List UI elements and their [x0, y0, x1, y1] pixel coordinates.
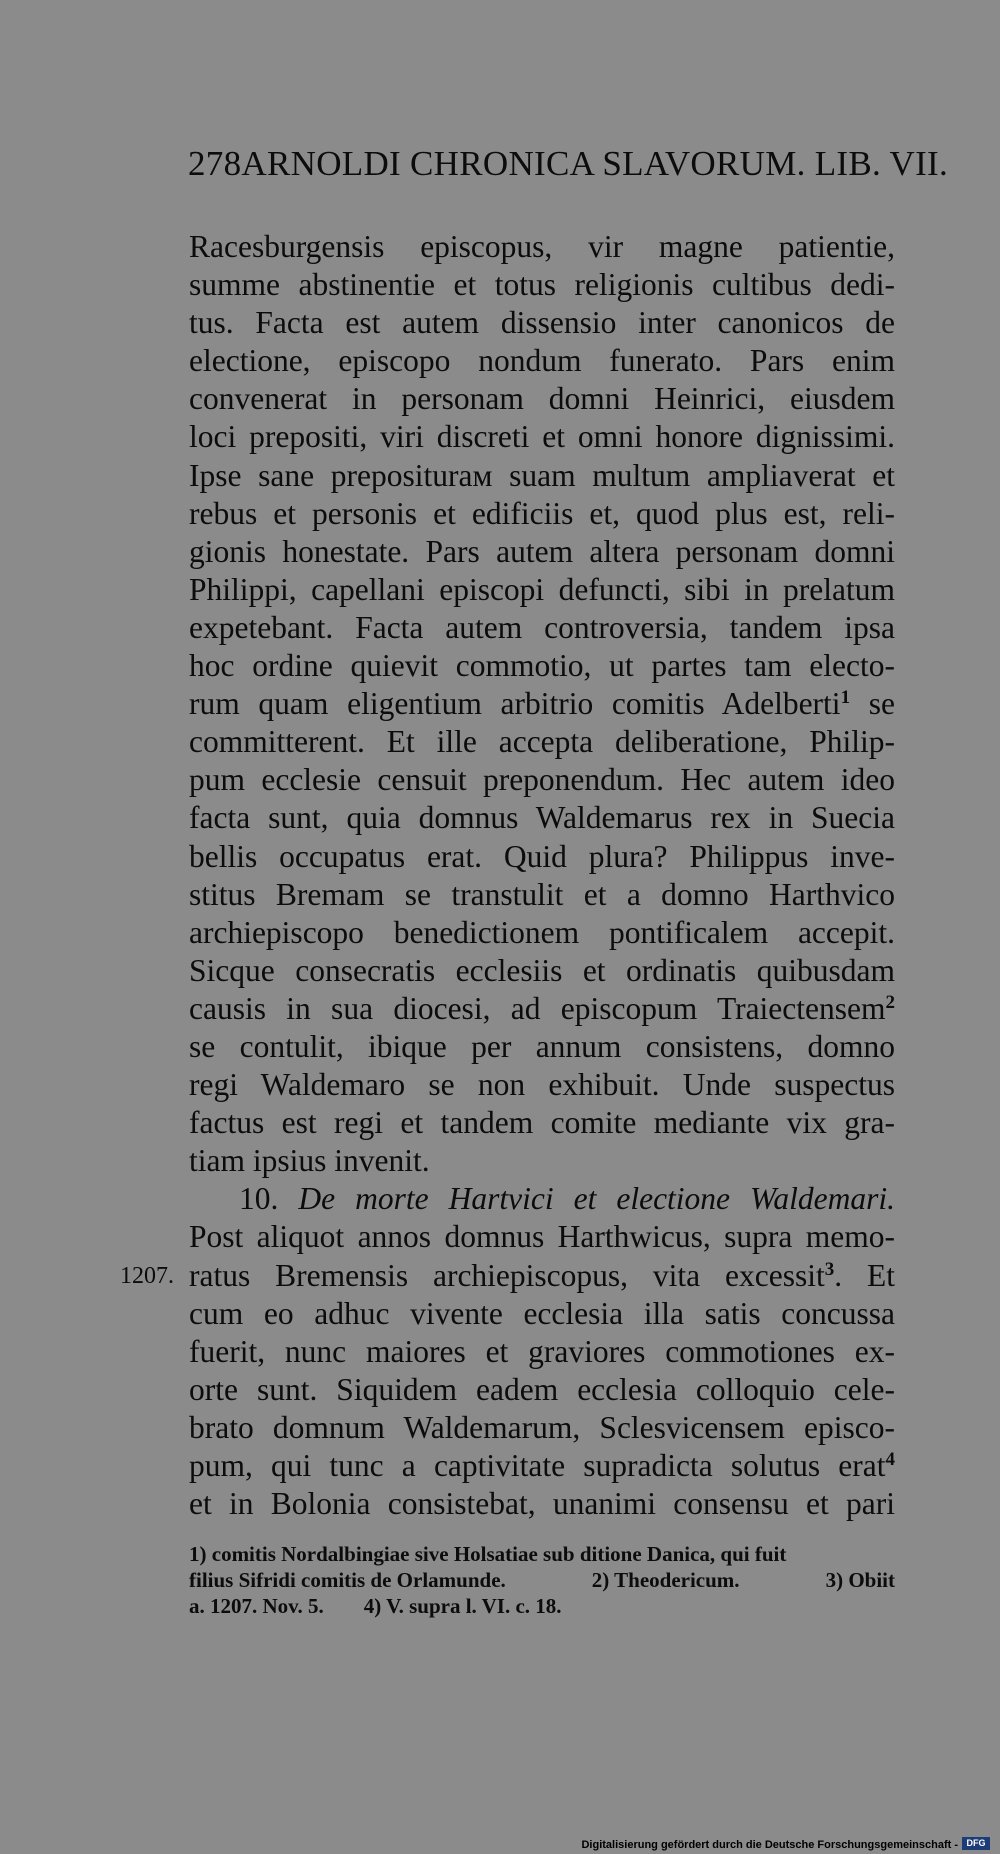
- text-line: [189, 609, 895, 647]
- page-number: 278: [188, 144, 242, 183]
- text-line: [189, 571, 895, 609]
- footnote-text: a. 1207. Nov. 5.: [189, 1594, 324, 1618]
- line-text: se: [850, 686, 895, 722]
- footnote-text: 4) V. supra l. VI. c. 18.: [363, 1594, 562, 1618]
- text-line: [189, 418, 895, 456]
- line-text: pum ecclesie censuit preponendum. Hec autem ideo: [189, 762, 895, 798]
- text-line: [189, 380, 895, 418]
- running-title: ARNOLDI CHRONICA SLAVORUM. LIB. VII.: [241, 144, 949, 183]
- text-line: [189, 304, 895, 342]
- line-text: rum quam eligentium arbitrio comitis Adelberti: [189, 686, 841, 722]
- line-text: brato domnum Waldemarum, Sclesvicensem episco-: [189, 1409, 895, 1445]
- line-text: expetebant. Facta autem controversia, tandem ipsa: [189, 609, 895, 645]
- text-line: [189, 990, 895, 1028]
- text-line: [120, 1257, 895, 1295]
- text-line: [189, 495, 895, 533]
- line-text: Sicque consecratis ecclesiis et ordinatis quibusdam: [189, 952, 895, 988]
- line-text: ratus Bremensis archiepiscopus, vita excessit: [189, 1257, 825, 1293]
- footnote-marker: 1: [840, 687, 851, 709]
- line-text: Philippi, capellani episcopi defuncti, sibi in prelatum: [189, 571, 895, 607]
- line-text: Post aliquot annos domnus Harthwicus, supra memo-: [189, 1219, 895, 1255]
- text-line: [189, 761, 895, 799]
- line-text: pum, qui tunc a captivitate supradicta solutus erat: [189, 1448, 886, 1483]
- line-text: convenerat in personam domni Heinrici, eiusdem: [189, 381, 895, 417]
- text-line: [189, 266, 895, 304]
- body-text: [120, 228, 896, 1523]
- text-line: [189, 1218, 895, 1256]
- line-text: archiepiscopo benedictionem pontificalem accepit.: [189, 914, 895, 950]
- text-line: [189, 685, 895, 723]
- line-text: factus est regi et tandem comite mediante vix gra-: [189, 1105, 895, 1141]
- text-line: [189, 342, 895, 380]
- footnotes: [189, 1541, 895, 1619]
- dfg-logo: DFG: [962, 1837, 990, 1850]
- text-line: [189, 1295, 895, 1333]
- footnote-text: 1) comitis Nordalbingiae sive Holsatiae sub ditione Danica, qui fuit: [189, 1542, 787, 1566]
- text-line: [189, 838, 895, 876]
- text-line: [189, 876, 895, 914]
- text-line: [189, 914, 895, 952]
- footnote-text: filius Sifridi comitis de Orlamunde.: [189, 1568, 506, 1592]
- footnote-marker: 4: [885, 1449, 895, 1470]
- line-text: gionis honestate. Pars autem altera personam domni: [189, 533, 895, 569]
- line-text: Racesburgensis episcopus, vir magne patientie,: [189, 229, 895, 264]
- footnote-line: [189, 1541, 895, 1567]
- chapter-heading: De morte Hartvici et electione Waldemari.: [298, 1181, 896, 1217]
- text-line: [189, 1371, 895, 1409]
- line-text: tus. Facta est autem dissensio inter canonicos de: [189, 305, 895, 341]
- line-text: hoc ordine quievit commotio, ut partes tam electo-: [189, 648, 895, 684]
- text-line: [189, 1142, 895, 1180]
- footnote-marker: 2: [885, 991, 895, 1013]
- footnote-line: [189, 1567, 895, 1593]
- text-line: [189, 228, 895, 266]
- line-text: loci prepositi, viri discreti et omni honore dignissimi.: [189, 419, 895, 455]
- line-text: tiam ipsius invenit.: [189, 1143, 430, 1179]
- line-text: facta sunt, quia domnus Waldemarus rex in Suecia: [189, 800, 895, 836]
- text-line: [189, 533, 895, 571]
- text-line: [189, 1485, 895, 1523]
- text-line: [189, 647, 895, 685]
- line-text: regi Waldemaro se non exhibuit. Unde suspectus: [189, 1067, 895, 1103]
- text-line: [189, 1409, 895, 1447]
- line-text: et in Bolonia consistebat, unanimi consensu et pari: [189, 1486, 895, 1522]
- text-line: [189, 1028, 895, 1066]
- footnote-text: 3) Obiit: [825, 1568, 895, 1592]
- line-text: summe abstinentie et totus religionis cultibus dedi-: [189, 267, 895, 303]
- line-text: fuerit, nunc maiores et graviores commotiones ex-: [189, 1333, 895, 1369]
- text-line: [189, 1066, 895, 1104]
- line-text: rebus et personis et edificiis et, quod plus est, reli-: [189, 495, 895, 531]
- text-line: [189, 1333, 895, 1371]
- digitization-credit: Digitalisierung gefördert durch die Deutsche Forschungsgemeinschaft -: [581, 1839, 958, 1851]
- text-line: [189, 799, 895, 837]
- text-line: [189, 1447, 895, 1485]
- text-line: [189, 457, 895, 495]
- footnote-line: [189, 1593, 895, 1619]
- footnote-text: 2) Theodericum.: [591, 1568, 740, 1592]
- text-line: [189, 1104, 895, 1142]
- line-text: orte sunt. Siquidem eadem ecclesia colloquio cele-: [189, 1371, 895, 1407]
- text-line: [189, 952, 895, 990]
- line-text: Ipse sane prepositurам suam multum ampliaverat et: [189, 457, 895, 493]
- marginal-year: 1207.: [120, 1262, 174, 1289]
- line-text: stitus Bremam se transtulit et a domno Harthvico: [189, 876, 895, 912]
- text-line: [189, 1180, 895, 1218]
- line-text: se contulit, ibique per annum consistens, domno: [189, 1028, 895, 1064]
- line-text: cum eo adhuc vivente ecclesia illa satis concussa: [189, 1295, 895, 1331]
- line-text: bellis occupatus erat. Quid plura? Philippus inve-: [189, 838, 895, 874]
- line-text: causis in sua diocesi, ad episcopum Traiectensem: [189, 990, 886, 1026]
- footnote-marker: 3: [824, 1258, 835, 1280]
- running-head: [188, 144, 949, 184]
- line-text: 10.: [239, 1181, 299, 1217]
- line-text: electione, episcopo nondum funerato. Pars enim: [189, 343, 895, 379]
- line-text: . Et: [834, 1257, 895, 1293]
- text-line: [189, 723, 895, 761]
- line-text: committerent. Et ille accepta deliberatione, Philip-: [189, 724, 895, 760]
